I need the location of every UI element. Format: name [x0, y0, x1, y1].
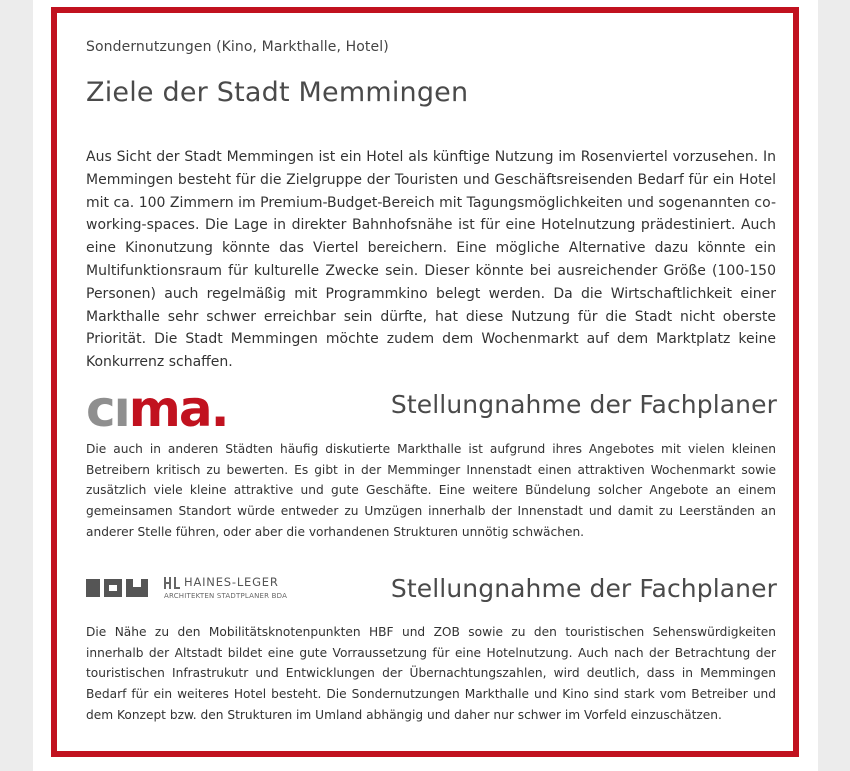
cima-statement: Die auch in anderen Städten häufig diskutierte Markthalle ist aufgrund ihres Angebotes mit vielen kleinen Betreibern kritisch zu bewerten. Es gibt in der Memminger Innenstadt einen attraktiven Wochenmarkt sowie zusätzlich viele kleine attraktive und gute Geschäfte. Eine weitere Bündelung solcher Angebote an einem gemeinsamen Standort würde entweder zu Umzügen innerhalb der Innenstadt und damit zu Leerständen an anderer Stelle führen, oder aber die vorhandenen Strukturen unnötig schwächen.: [86, 442, 776, 539]
section-heading-cima: Stellungnahme der Fachplaner: [390, 390, 777, 419]
page-title: Ziele der Stadt Memmingen: [86, 77, 469, 108]
hl-monogram-icon: [164, 577, 180, 589]
haines-leger-name: HAINES-LEGER: [184, 575, 279, 589]
section-kicker: Sondernutzungen (Kino, Markthalle, Hotel): [86, 39, 389, 55]
haines-leger-mark-icon: [86, 579, 150, 597]
cima-logo-red-part: ma.: [128, 380, 228, 438]
cima-logo-gray-part: cı: [86, 380, 129, 438]
section-heading-haines-leger: Stellungnahme der Fachplaner: [390, 574, 777, 603]
haines-leger-logo: [86, 573, 286, 603]
cima-logo: [86, 380, 228, 438]
intro-paragraph: Aus Sicht der Stadt Memmingen ist ein Hotel als künftige Nutzung im Rosenviertel vorzusehen. In Memmingen besteht für die Zielgruppe der Touristen und Geschäftsreisenden Bedarf für ein Hotel mit ca. 100 Zimmern im Premium-Budget-Bereich mit Tagungsmöglichkeiten und sogenannten co-working-spaces. Die Lage in direkter Bahnhofsnähe ist für eine Hotelnutzung prädestiniert. Auch eine Kinonutzung könnte das Viertel bereichern. Eine mögliche Alternative dazu könnte ein Multifunktionsraum für kulturelle Zwecke sein. Dieser könnte bei ausreichender Größe (100-150 Personen) auch regelmäßig mit Programmkino belegt werden. Da die Wirtschaftlichkeit einer Markthalle sehr schwer erreichbar sein dürfte, hat diese Nutzung für die Stadt nicht oberste Priorität. Die Stadt Memmingen möchte zudem dem Wochenmarkt auf dem Marktplatz keine Konkurrenz schaffen.: [86, 149, 776, 371]
haines-leger-subtitle: ARCHITEKTEN STADTPLANER BDA: [164, 592, 288, 600]
content-frame: [51, 7, 799, 757]
haines-leger-statement: Die Nähe zu den Mobilitätsknotenpunkten HBF und ZOB sowie zu den touristischen Sehenswürdigkeiten innerhalb der Altstadt bildet eine gute Vorraussetzung für eine Hotelnutzung. Auch nach der Betrachtung der touristischen Infrastrukutr und Entwicklungen der Übernachtungszahlen, wird deutlich, dass in Memmingen Bedarf für ein weiteres Hotel besteht. Die Sondernutzungen Markthalle und Kino sind stark vom Betreiber und dem Konzept bzw. den Strukturen im Umland abhängig und daher nur schwer im Vorfeld einzuschätzen.: [86, 625, 776, 722]
